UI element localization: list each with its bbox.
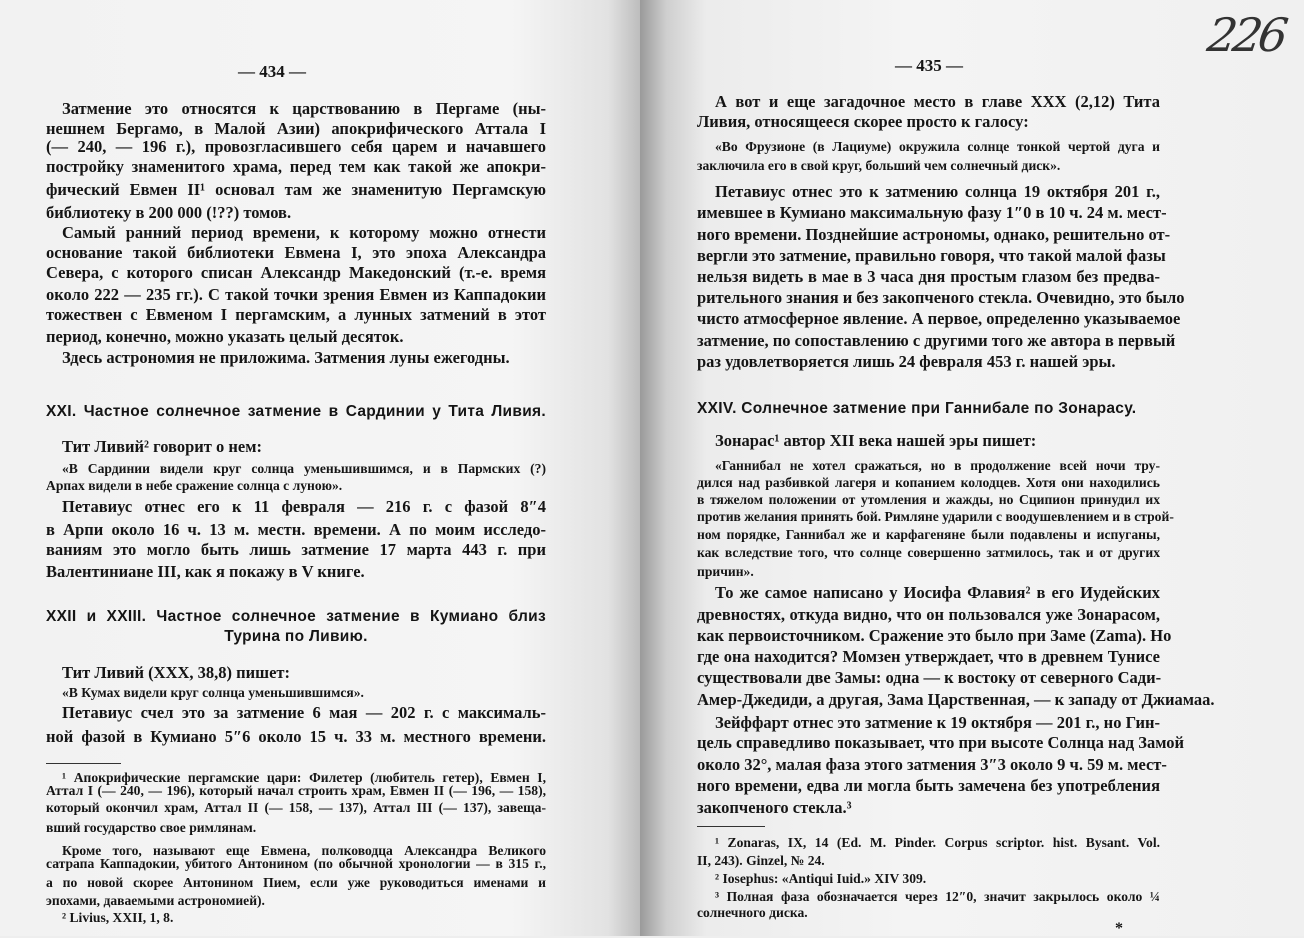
text-line: Затмение это относятся к царствованию в Пергаме (ны- — [62, 99, 546, 118]
text-line: как первоисточником. Сражение это было при Заме (Zama). Но — [697, 626, 1172, 645]
asterisk-mark: * — [1115, 920, 1123, 937]
text-line: (— 240, — 196 г.), провозгласившего себя царем и начавшего — [46, 137, 546, 156]
quotation-line: в тяжелом положении от утомления и жажды, но Сципион принудил их — [697, 492, 1160, 507]
footnote-line: Аттал I (— 240, — 196), который начал строить храм, Евмен II (— 196, — 158), — [46, 783, 546, 798]
page-number: — 435 — — [895, 56, 963, 75]
text-line: Ливия, относящееся скорее просто к галосу: — [697, 112, 1029, 131]
text-line: рительного знания и без закопченого стекла. Очевидно, это было — [697, 288, 1185, 307]
text-line: Самый ранний период времени, к которому можно отнести — [62, 223, 546, 242]
text-line: То же самое написано у Иосифа Флавия² в его Иудейских — [715, 583, 1160, 602]
quotation-line: «В Сардинии видели круг солнца уменьшившимся, и в Пармских (?) — [62, 461, 546, 476]
text-line: древностях, откуда видно, что он пользовался уже Зонарасом, — [697, 605, 1160, 624]
footnote-line: эпохами, даваемыми астрономией). — [46, 893, 265, 908]
text-line: фический Евмен II¹ основал там же знаменитую Пергамскую — [46, 180, 546, 199]
text-line: основание такой библиотеки Евмена I, это эпоха Александра — [46, 243, 546, 262]
text-line: библиотеку в 200 000 (!??) томов. — [46, 203, 292, 222]
text-line: ного времени, едва ли могла быть замечена без употребления — [697, 776, 1160, 795]
text-line: период, конечно, можно указать целый десяток. — [46, 327, 404, 346]
right-page — [640, 0, 1304, 936]
footnote-divider — [46, 763, 121, 764]
text-line: вергли это затмение, правильно говоря, что такой малой фазы — [697, 246, 1166, 265]
text-line: ного времени. Позднейшие астрономы, однако, решительно от- — [697, 225, 1171, 244]
text-line: цель справедливо показывает, что при высоте Солнца над Замой — [697, 733, 1185, 752]
footnote-line: вший государство свое римлянам. — [46, 820, 257, 835]
footnote-line: ¹ Апокрифические пергамские цари: Филетер (любитель гетер), Евмен I, — [62, 770, 546, 785]
quotation-line: «Во Фрузионе (в Лациуме) окружила солнце тонкой чертой дуга и — [715, 139, 1160, 154]
text-line: ной фазой в Кумиано 5″6 около 15 ч. 33 м. местного времени. — [46, 727, 546, 746]
text-line: затмение, по сопоставлению с другими того же автора в первый — [697, 331, 1176, 350]
text-line: закопченого стекла.³ — [697, 798, 852, 817]
text-line: чисто атмосферное явление. А первое, определенно указываемое — [697, 309, 1181, 328]
footnote-line: а по новой скорее Антонином Пием, если уже руководиться именами и — [46, 875, 546, 890]
text-line: Зейффарт отнес это затмение к 19 октября — 201 г., но Гин- — [715, 713, 1160, 732]
quotation-line: причин». — [697, 564, 754, 579]
text-line: тожествен с Евменом I пергамским, а лунных затмений в этот — [46, 305, 546, 324]
section-heading: Турина по Ливию. — [224, 628, 368, 645]
footnote-line: II, 243). Ginzel, № 24. — [697, 853, 825, 868]
quotation-line: Арпах видели в небе сражение солнца с луною». — [46, 478, 343, 493]
text-line: Петавиус отнес это к затмению солнца 19 октября 201 г., — [715, 182, 1160, 201]
text-line: Здесь астрономия не приложима. Затмения луны ежегодны. — [62, 348, 510, 367]
text-line: Петавиус счел это за затмение 6 мая — 202 г. с максималь- — [62, 703, 546, 722]
quotation-line: дился над разбивкой лагеря и копанием колодцев. Хотя они находились — [697, 475, 1160, 490]
handwritten-folio-number: 226 — [1204, 8, 1288, 62]
text-line: раз удовлетворяется лишь 24 февраля 453 г. нашей эры. — [697, 352, 1116, 371]
text-line: Валентиниане III, как я покажу в V книге. — [46, 562, 365, 581]
text-line: в Арпи около 16 ч. 13 м. местн. времени. А по моим исследо- — [46, 520, 546, 539]
quotation-line: как вследствие того, что солнце совершенно затмилось, так и от других — [697, 545, 1160, 560]
text-line: Зонарас¹ автор XII века нашей эры пишет: — [715, 431, 1037, 450]
text-line: Петавиус отнес его к 11 февраля — 216 г. с фазой 8″4 — [62, 497, 546, 516]
footnote-line: ³ Полная фаза обозначается через 12″0, значит закрылось около ¼ — [715, 889, 1160, 904]
page-number: — 434 — — [238, 62, 306, 81]
text-line: постройку знаменитого храма, перед тем как такой же апокри- — [46, 157, 546, 176]
text-line: Амер-Джедиди, а другая, Зама Царственная, — к западу от Джиамаа. — [697, 690, 1215, 709]
section-heading: XXII и XXIII. Частное солнечное затмение в Кумиано близ — [46, 608, 546, 625]
footnote-line: сатрапа Каппадокии, убитого Антонином (по обычной хронологии — в 315 г., — [46, 856, 546, 871]
footnote-line: ² Livius, XXII, 1, 8. — [62, 910, 174, 925]
left-page — [0, 0, 640, 936]
quotation-line: ном порядке, Ганнибал же и карфагеняне были подавлены и испуганы, — [697, 527, 1160, 542]
quotation-line: против желания принять бой. Римляне ударили с воодушевлением и в строй- — [697, 509, 1174, 524]
section-heading: XXIV. Солнечное затмение при Ганнибале по Зонарасу. — [697, 400, 1137, 417]
text-line: Тит Ливий (XXX, 38,8) пишет: — [62, 663, 291, 682]
text-line: существовали две Замы: одна — к востоку от северного Сади- — [697, 668, 1162, 687]
text-line: Тит Ливий² говорит о нем: — [62, 437, 262, 456]
footnote-divider — [697, 826, 765, 827]
text-line: около 32°, малая фаза этого затмения 3″3 около 9 ч. 59 м. мест- — [697, 755, 1167, 774]
text-line: Севера, с которого списан Александр Македонский (т.-е. время — [46, 263, 546, 282]
footnote-line: ² Iosephus: «Antiqui Iuid.» XIV 309. — [715, 871, 927, 886]
text-line: около 222 — 235 гг.). С такой точки зрения Евмен из Каппадокии — [46, 285, 546, 304]
text-line: где она находится? Момзен утверждает, что в древнем Тунисе — [697, 647, 1160, 666]
footnote-line: солнечного диска. — [697, 905, 808, 920]
footnote-line: ¹ Zonaras, IX, 14 (Ed. M. Pinder. Corpus scriptor. hist. Bysant. Vol. — [715, 835, 1160, 850]
text-line: имевшее в Кумиано максимальную фазу 1″0 в 10 ч. 24 м. мест- — [697, 203, 1167, 222]
quotation-line: заключила его в свой круг, больший чем солнечный диск». — [697, 158, 1061, 173]
quotation-line: «Ганнибал не хотел сражаться, но в продолжение всей ночи тру- — [715, 458, 1160, 473]
footnote-line: который окончил храм, Аттал II (— 158, — 137), Аттал III (— 137), завеща- — [46, 800, 546, 815]
section-heading: XXI. Частное солнечное затмение в Сардинии у Тита Ливия. — [46, 403, 546, 420]
text-line: А вот и еще загадочное место в главе XXX (2,12) Тита — [715, 92, 1160, 111]
text-line: нельзя видеть в мае в 3 часа дня простым глазом без предва- — [697, 267, 1160, 286]
footnote-line: Кроме того, называют еще Евмена, полководца Александра Великого — [62, 843, 546, 858]
text-line: ваниям это могло быть лишь затмение 17 марта 443 г. при — [46, 540, 546, 559]
quotation-line: «В Кумах видели круг солнца уменьшившимся». — [62, 685, 364, 700]
text-line: нешнем Бергамо, в Малой Азии) апокрифического Аттала I — [46, 119, 546, 138]
